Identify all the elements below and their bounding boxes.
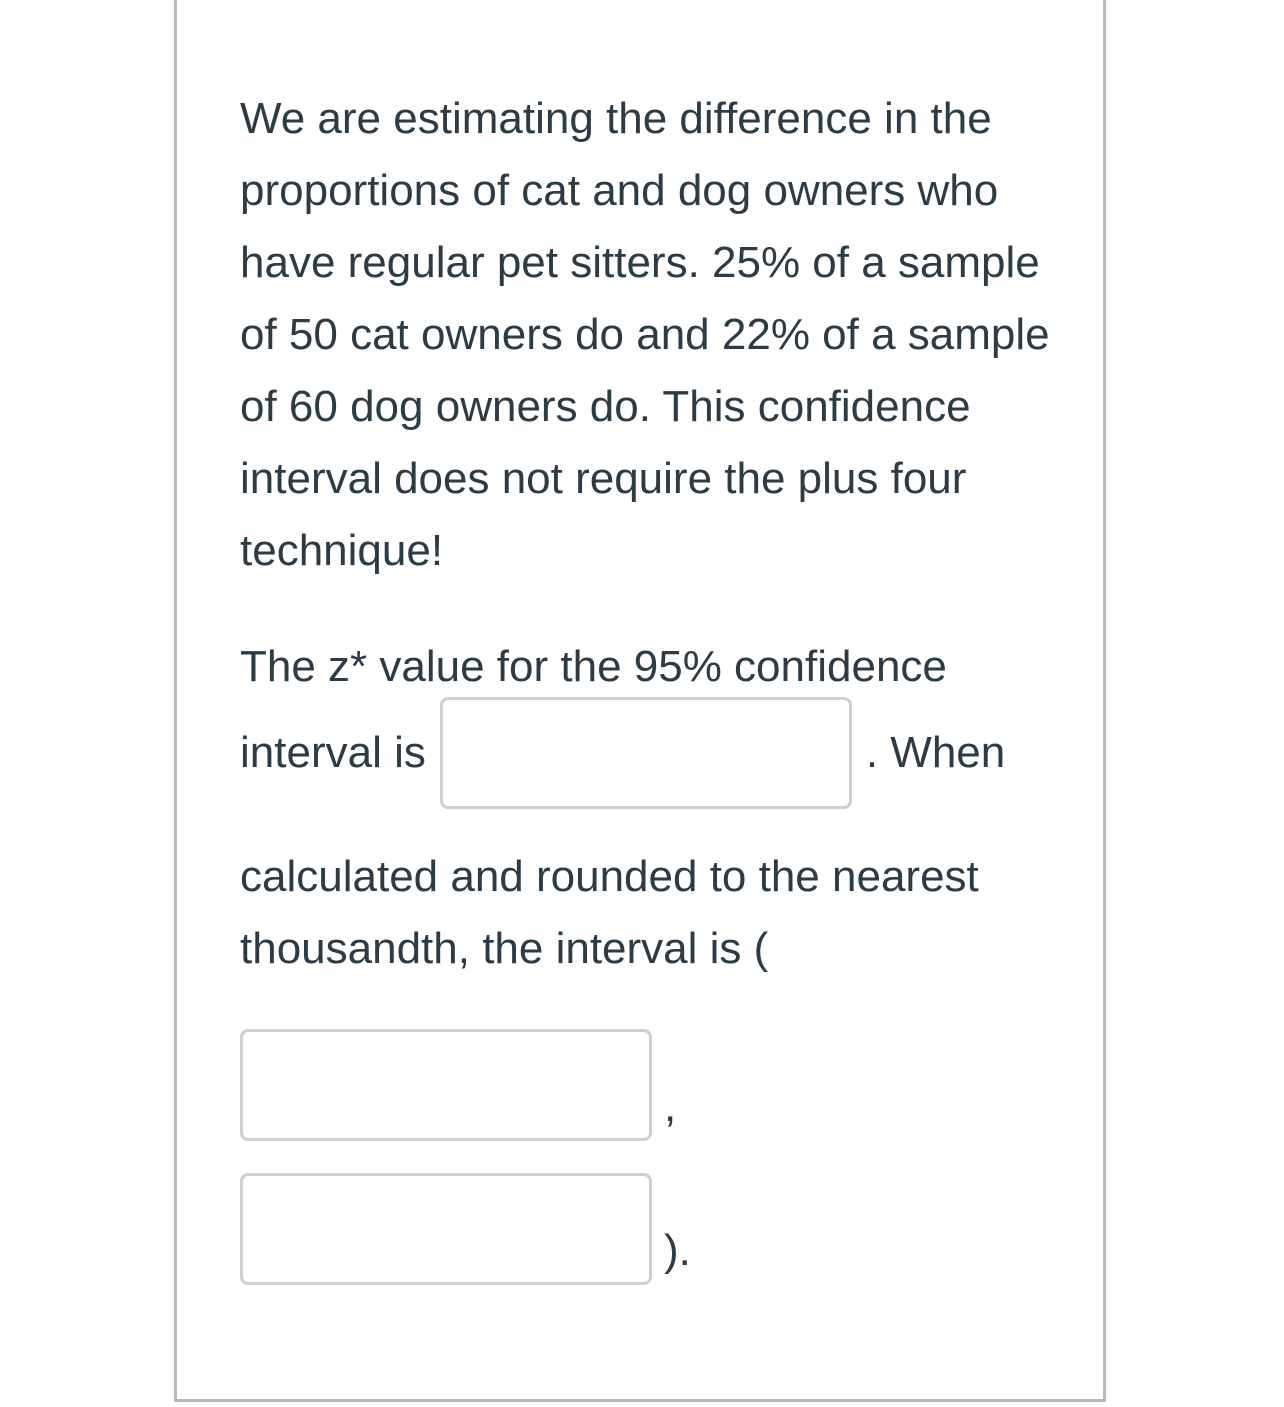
question-intro: We are estimating the difference in the proportions of cat and dog owners who have regular pet sitters. 25% of a sample of 50 cat owners do and 22% of a sample of 60 dog owners do. This confidence interval does not require the plus four technique!	[240, 94, 1050, 575]
z-answer-row	[240, 697, 1070, 809]
z-suffix: . When	[865, 728, 1006, 777]
z-value-input[interactable]	[440, 697, 852, 809]
closing-paren: ).	[664, 1226, 691, 1275]
lower-bound-input[interactable]	[240, 1029, 652, 1141]
question-content	[240, 83, 1070, 1285]
upper-bound-row	[240, 1173, 1070, 1285]
upper-bound-input[interactable]	[240, 1173, 652, 1285]
z-prefix-line1: The z* value for the 95% confidence	[240, 642, 947, 691]
z-value-sentence	[240, 631, 1070, 809]
question-panel	[174, 0, 1106, 1402]
lower-bound-row	[240, 1029, 1070, 1141]
interval-text: calculated and rounded to the nearest thousandth, the interval is (	[240, 852, 979, 973]
comma-separator: ,	[664, 1082, 677, 1131]
z-prefix-line2: interval is	[240, 728, 426, 777]
